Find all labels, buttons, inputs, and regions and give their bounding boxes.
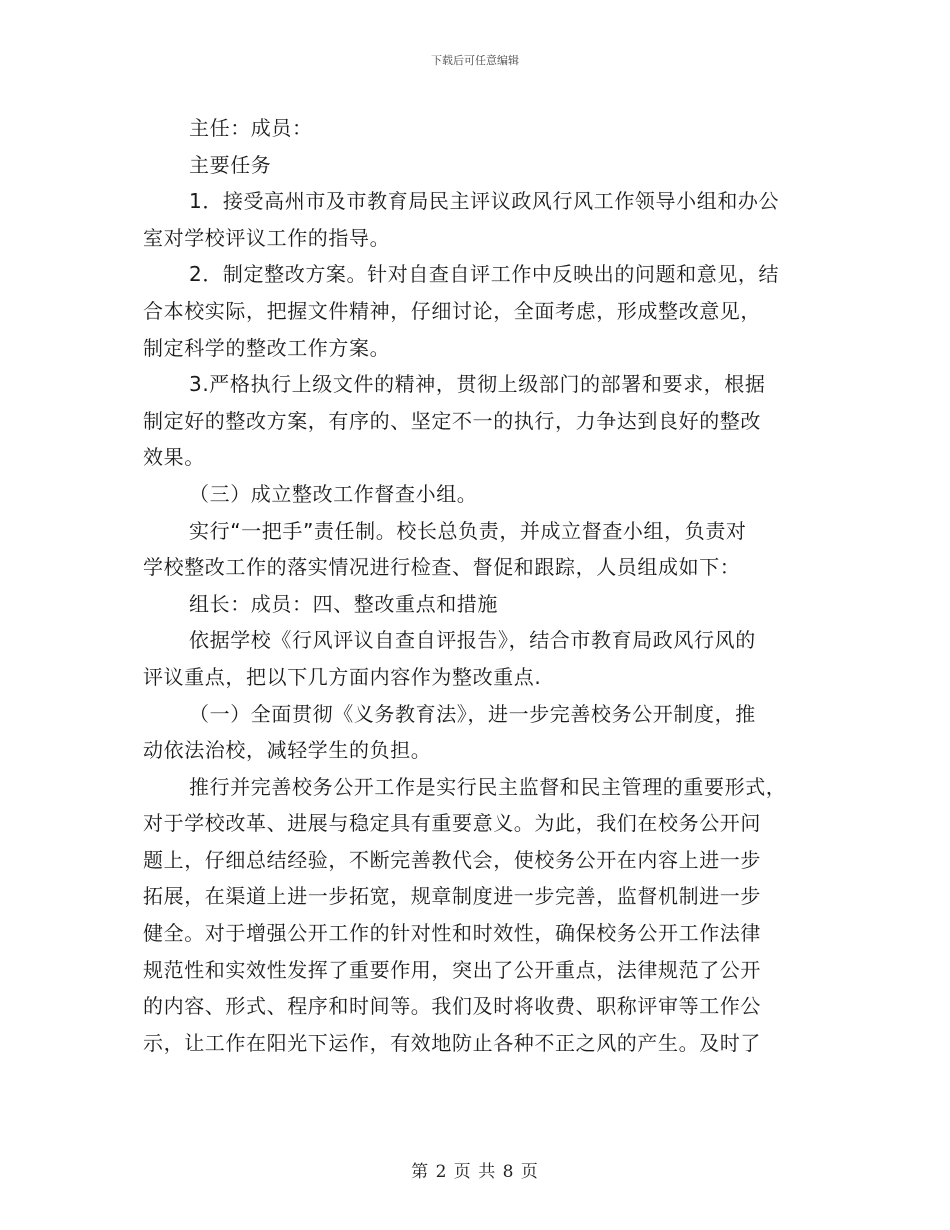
text-line: 室对学校评议工作的指导。 (143, 225, 391, 250)
text-line: 效果。 (143, 445, 205, 470)
text-line: 拓展，在渠道上进一步拓宽，规章制度进一步完善，监督机制进一步 (143, 884, 761, 909)
text-line: （一）全面贯彻《义务教育法》，进一步完善校务公开制度，推 (189, 701, 756, 726)
text-line: 实行“一把手”责任制。校长总负责，并成立督查小组，负责对 (189, 518, 747, 543)
text-line: 依据学校《行风评议自查自评报告》，结合市教育局政风行风的 (189, 628, 756, 653)
text-line: 2．制定整改方案。针对自查自评工作中反映出的问题和意见，结 (189, 262, 780, 287)
text-line: 动依法治校，减轻学生的负担。 (143, 738, 432, 763)
text-line: 主要任务 (189, 152, 272, 177)
text-line: 制定好的整改方案，有序的、坚定不一的执行，力争达到良好的整改 (143, 408, 761, 433)
text-line: 示，让工作在阳光下运作，有效地防止各种不正之风的产生。及时了 (143, 1030, 761, 1055)
text-line: 推行并完善校务公开工作是实行民主监督和民主管理的重要形式， (189, 774, 787, 799)
text-line: 对于学校改革、进展与稳定具有重要意义。为此，我们在校务公开问 (143, 811, 761, 836)
text-line: 题上，仔细总结经验，不断完善教代会，使校务公开在内容上进一步 (143, 847, 761, 872)
text-line: 3.严格执行上级文件的精神，贯彻上级部门的部署和要求，根据 (189, 372, 766, 397)
text-line: 组长：成员：四、整改重点和措施 (189, 591, 498, 616)
text-line: 1．接受高州市及市教育局民主评议政风行风工作领导小组和办公 (189, 189, 780, 214)
text-line: 评议重点，把以下几方面内容作为整改重点. (143, 664, 542, 689)
text-line: 合本校实际，把握文件精神，仔细讨论，全面考虑，形成整改意见， (143, 298, 761, 323)
text-line: 学校整改工作的落实情况进行检查、督促和跟踪，人员组成如下： (143, 555, 741, 580)
text-line: 的内容、形式、程序和时间等。我们及时将收费、职称评审等工作公 (143, 994, 761, 1019)
page-footer: 第 2 页 共 8 页 (411, 1162, 539, 1182)
text-line: 制定科学的整改工作方案。 (143, 335, 391, 360)
text-line: 规范性和实效性发挥了重要作用，突出了公开重点，法律规范了公开 (143, 957, 761, 982)
text-line: 主任：成员： (189, 116, 313, 140)
document-body (143, 110, 808, 1061)
page-header: 下载后可任意编辑 (431, 54, 519, 67)
text-line: （三）成立整改工作督查小组。 (189, 481, 478, 506)
text-line: 健全。对于增强公开工作的针对性和时效性，确保校务公开工作法律 (143, 921, 761, 946)
